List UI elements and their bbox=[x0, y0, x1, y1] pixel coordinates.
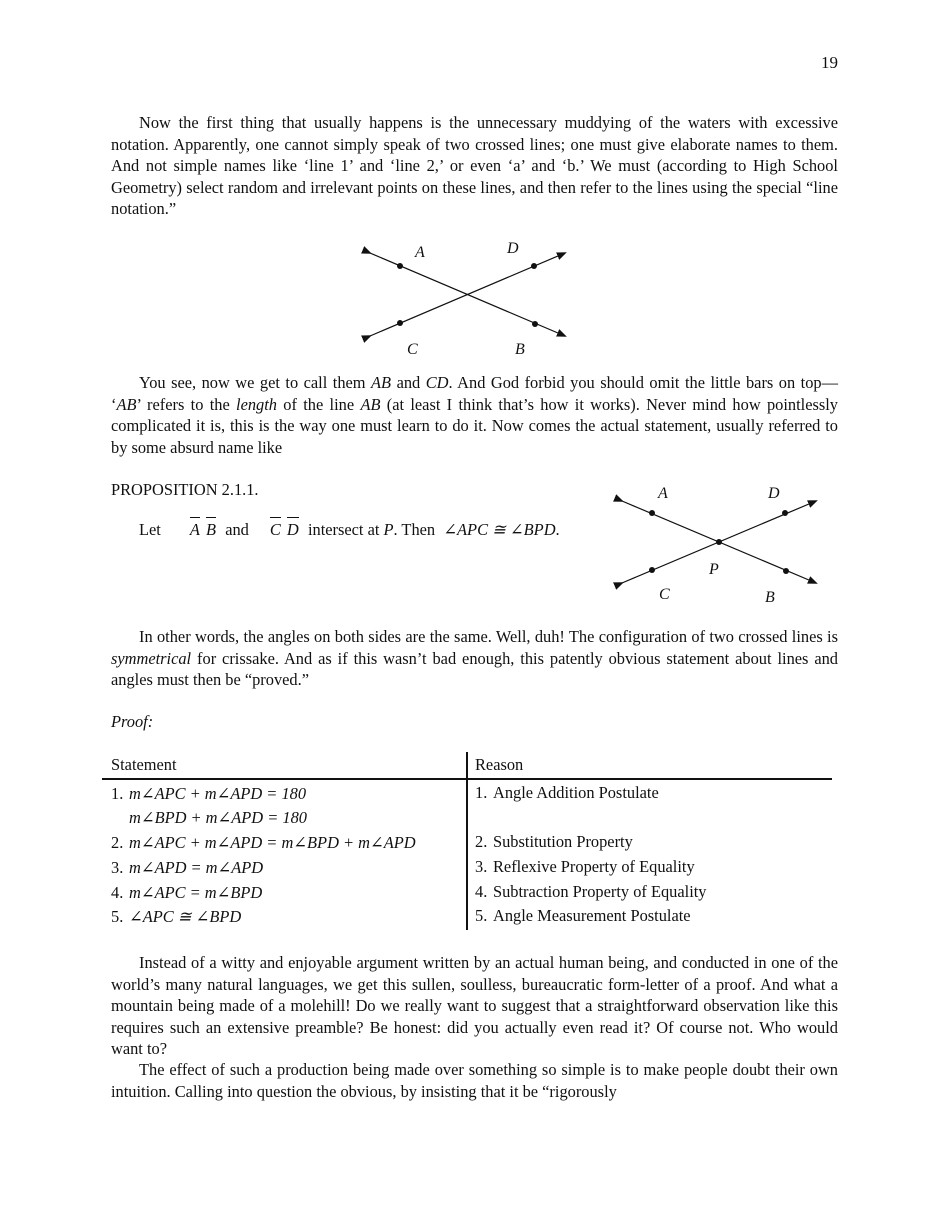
proof-label: Proof: bbox=[111, 712, 154, 731]
label-a: A bbox=[658, 485, 668, 502]
label-b: B bbox=[765, 589, 775, 606]
paragraph-symmetry: In other words, the angles on both sides are the same. Well, duh! The configuration of two crossed lines is symmetrical for crissake. And as if this wasn’t bad enough, this patently obvious statement about lines and angles must then be “proved.” bbox=[111, 627, 838, 689]
reason-row-1: 1. Angle Addition Postulate bbox=[475, 783, 659, 802]
segment-cd-c: C bbox=[269, 520, 281, 539]
reason-row-2: 2. Substitution Property bbox=[475, 832, 633, 851]
crossed-lines-intersection-figure bbox=[612, 482, 832, 606]
paragraph-form-letter: Instead of a witty and enjoyable argument written by an actual human being, and conducted in one of the world’s many natural languages, we get this sullen, soulless, bureaucratic form-letter of a proof. And what a mountain being made of a molehill! Do we really want to suggest that a straightforward observation like this requires such an extensive preamble? Be honest: did you actually even read it? Of course not. Who would want to? bbox=[111, 953, 838, 1058]
crossed-lines-figure bbox=[360, 236, 580, 356]
label-d: D bbox=[768, 485, 780, 502]
point-b bbox=[532, 321, 538, 327]
segment-ab-b: B bbox=[205, 520, 216, 539]
label-b: B bbox=[515, 341, 525, 358]
paragraph-notation: Now the first thing that usually happens is the unnecessary muddying of the waters with excessive notation. Apparently, one cannot simply speak of two crossed lines; one must give elaborate names to them. And not simple names like ‘line 1’ and ‘line 2,’ or even ‘a’ and ‘b.’ We must (according to High School Geometry) select random and irrelevant points on these lines, and then refer to the lines using the special “line notation.” bbox=[111, 113, 838, 218]
label-d: D bbox=[507, 240, 519, 257]
point-c bbox=[649, 567, 655, 573]
statement-row-3: 3. m∠APD = m∠APD bbox=[111, 858, 264, 877]
statement-header: Statement bbox=[111, 755, 177, 774]
reason-row-4: 4. Subtraction Property of Equality bbox=[475, 882, 707, 901]
segment-cd-d: D bbox=[286, 520, 299, 539]
point-c bbox=[397, 320, 403, 326]
reason-header: Reason bbox=[475, 755, 524, 774]
label-p: P bbox=[709, 561, 719, 578]
reason-row-3: 3. Reflexive Property of Equality bbox=[475, 857, 695, 876]
point-b bbox=[783, 568, 789, 574]
segment-ab-a: A bbox=[189, 520, 200, 539]
statement-row-4: 4. m∠APC = m∠BPD bbox=[111, 883, 263, 902]
point-p bbox=[716, 539, 722, 545]
label-a: A bbox=[415, 244, 425, 261]
label-c: C bbox=[407, 341, 418, 358]
proposition-title: PROPOSITION 2.1.1. bbox=[111, 480, 259, 499]
proof-table bbox=[102, 752, 832, 932]
paragraph-intuition: The effect of such a production being made over something so simple is to make people doubt their own intuition. Calling into question the obvious, by insisting that it be “rigorously bbox=[111, 1060, 838, 1101]
statement-row-1: 1. m∠APC + m∠APD = 180 bbox=[111, 784, 307, 803]
point-a bbox=[397, 263, 403, 269]
paragraph-line-notation: You see, now we get to call them AB and CD. And God forbid you should omit the little bars on top— ‘AB’ refers to the length of the line AB (at least I think that’s how it works). Never mind how pointlessly complicated it is, this is the way one must learn to do it. Now comes the actual statement, usually referred to by some absurd name like bbox=[111, 373, 838, 457]
statement-row-5: 5. ∠APC ≅ ∠BPD bbox=[111, 907, 242, 926]
page-number: 19 bbox=[821, 53, 838, 72]
statement-row-1b: m∠BPD + m∠APD = 180 bbox=[129, 808, 307, 827]
label-c: C bbox=[659, 586, 670, 603]
point-d bbox=[531, 263, 537, 269]
statement-row-2: 2. m∠APC + m∠APD = m∠BPD + m∠APD bbox=[111, 833, 416, 852]
column-divider bbox=[466, 752, 468, 930]
point-a bbox=[649, 510, 655, 516]
proposition-statement: Let A B and C D intersect at P. Then ∠APC ≅ ∠BPD. bbox=[139, 520, 560, 539]
reason-row-5: 5. Angle Measurement Postulate bbox=[475, 906, 691, 925]
point-d bbox=[782, 510, 788, 516]
